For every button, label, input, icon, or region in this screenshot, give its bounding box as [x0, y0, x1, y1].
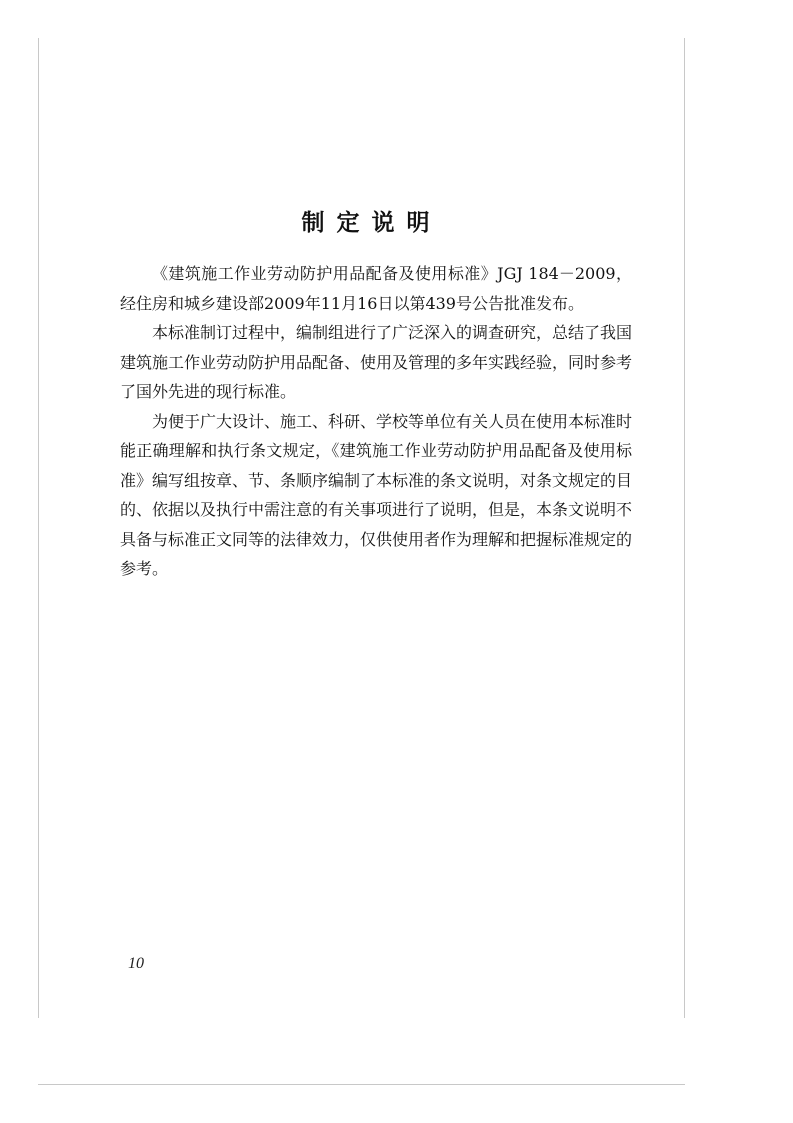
- paragraph-explanation-purpose: 为便于广大设计、施工、科研、学校等单位有关人员在使用本标准时能正确理解和执行条文规定，《建筑施工作业劳动防护用品配备及使用标准》编写组按章、节、条顺序编制了本标准的条文说明，对条文规定的目的、依据以及执行中需注意的有关事项进行了说明，但是，本条文说明不具备与标准正文同等的法律效力，仅供使用者作为理解和把握标准规定的参考。: [120, 411, 633, 578]
- document-body: [120, 259, 632, 584]
- left-margin-rule: [38, 38, 39, 1018]
- bottom-margin-rule: [38, 1084, 685, 1085]
- page-title: 制定说明: [301, 210, 442, 237]
- paragraph-standard-approval: 《建筑施工作业劳动防护用品配备及使用标准》JGJ 184－2009，经住房和城乡建设部2009年11月16日以第439号公告批准发布。: [120, 264, 632, 313]
- paragraph-drafting-process: 本标准制订过程中，编制组进行了广泛深入的调查研究，总结了我国建筑施工作业劳动防护用品配备、使用及管理的多年实践经验，同时参考了国外先进的现行标准。: [120, 323, 633, 401]
- page-number: 10: [128, 955, 144, 972]
- right-margin-rule: [684, 38, 685, 1018]
